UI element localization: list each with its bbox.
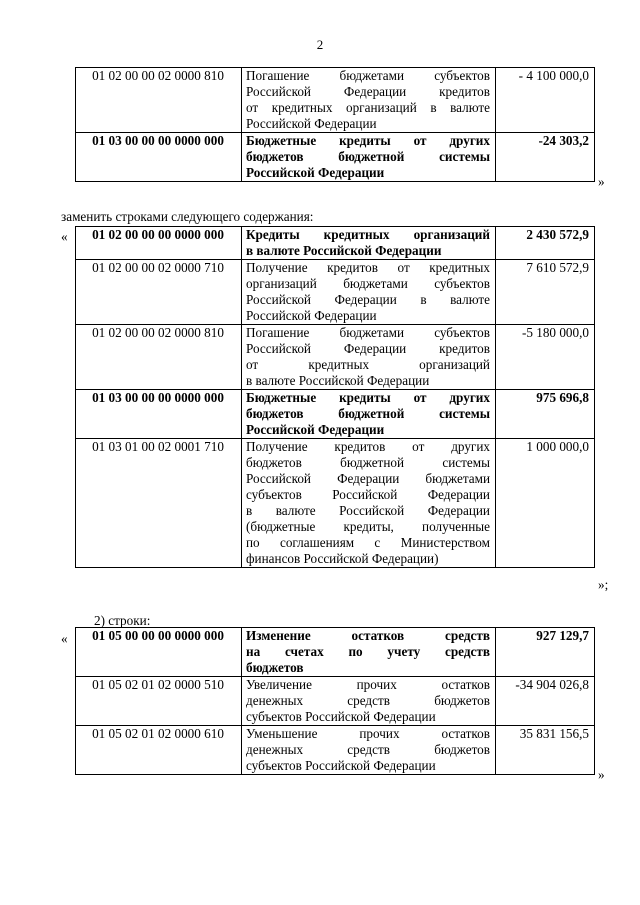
description-line: Российской Федерации <box>246 422 385 437</box>
row-description <box>242 325 496 390</box>
description-line: денежных средств бюджетов <box>246 693 490 708</box>
description-line: Получение кредитов от других <box>246 439 490 454</box>
description-line: Российской Федерации <box>246 308 377 323</box>
open-quote-3: « <box>61 631 68 646</box>
row-description <box>242 390 496 439</box>
description-line: в валюте Российской Федерации <box>246 243 442 258</box>
budget-table-3 <box>75 627 595 775</box>
table-row <box>76 439 595 568</box>
row-description <box>242 439 496 568</box>
amount-value: 975 696,8 <box>496 390 595 439</box>
table-row <box>76 390 595 439</box>
description-line: Изменение остатков средств <box>246 628 490 643</box>
description-line: бюджетов бюджетной системы <box>246 149 490 164</box>
description-line: Погашение бюджетами субъектов <box>246 325 490 340</box>
amount-value: 927 129,7 <box>496 628 595 677</box>
amount-value: -24 303,2 <box>496 133 595 182</box>
description-line: бюджетов бюджетной системы <box>246 455 490 470</box>
amount-value: 1 000 000,0 <box>496 439 595 568</box>
description-line: субъектов Российской Федерации <box>246 758 436 773</box>
description-line: Российской Федерации в валюте <box>246 292 490 307</box>
amount-value: 2 430 572,9 <box>496 227 595 260</box>
row-description <box>242 726 496 775</box>
amount-value: 35 831 156,5 <box>496 726 595 775</box>
description-line: Российской Федерации кредитов <box>246 84 490 99</box>
description-line: денежных средств бюджетов <box>246 742 490 757</box>
description-line: Бюджетные кредиты от других <box>246 390 490 405</box>
table-row <box>76 68 595 133</box>
description-line: в валюте Российской Федерации <box>246 503 490 518</box>
description-line: субъектов Российской Федерации <box>246 709 436 724</box>
budget-code: 01 02 00 00 02 0000 810 <box>76 68 242 133</box>
row-description <box>242 677 496 726</box>
budget-code: 01 05 02 01 02 0000 510 <box>76 677 242 726</box>
description-line: Кредиты кредитных организаций <box>246 227 490 242</box>
table-row <box>76 260 595 325</box>
amount-value: - 4 100 000,0 <box>496 68 595 133</box>
table-row <box>76 227 595 260</box>
description-line: бюджетов бюджетной системы <box>246 406 490 421</box>
row-description <box>242 133 496 182</box>
close-quote-1: » <box>598 174 605 189</box>
row-description <box>242 68 496 133</box>
description-line: финансов Российской Федерации) <box>246 551 439 566</box>
budget-table-1 <box>75 67 595 182</box>
close-quote-2: »; <box>598 577 609 592</box>
row-description <box>242 628 496 677</box>
table-row <box>76 726 595 775</box>
description-line: Погашение бюджетами субъектов <box>246 68 490 83</box>
table-row <box>76 133 595 182</box>
description-line: Бюджетные кредиты от других <box>246 133 490 148</box>
open-quote-2: « <box>61 229 68 244</box>
description-line: Получение кредитов от кредитных <box>246 260 490 275</box>
description-line: от кредитных организаций <box>246 357 490 372</box>
description-line: (бюджетные кредиты, полученные <box>246 519 490 534</box>
description-line: Российской Федерации <box>246 116 377 131</box>
budget-code: 01 05 00 00 00 0000 000 <box>76 628 242 677</box>
amount-value: -5 180 000,0 <box>496 325 595 390</box>
amount-value: 7 610 572,9 <box>496 260 595 325</box>
budget-code: 01 05 02 01 02 0000 610 <box>76 726 242 775</box>
table-row <box>76 677 595 726</box>
budget-code: 01 02 00 00 00 0000 000 <box>76 227 242 260</box>
budget-table-2 <box>75 226 595 568</box>
description-line: Российской Федерации бюджетами <box>246 471 490 486</box>
close-quote-3: » <box>598 767 605 782</box>
description-line: на счетах по учету средств <box>246 644 490 659</box>
description-line: Увеличение прочих остатков <box>246 677 490 692</box>
description-line: бюджетов <box>246 660 304 675</box>
budget-code: 01 02 00 00 02 0000 810 <box>76 325 242 390</box>
row-description <box>242 260 496 325</box>
table-row <box>76 325 595 390</box>
description-line: от кредитных организаций в валюте <box>246 100 490 115</box>
description-line: Российской Федерации кредитов <box>246 341 490 356</box>
budget-code: 01 03 01 00 02 0001 710 <box>76 439 242 568</box>
description-line: Российской Федерации <box>246 165 385 180</box>
budget-code: 01 03 00 00 00 0000 000 <box>76 133 242 182</box>
budget-code: 01 02 00 00 02 0000 710 <box>76 260 242 325</box>
amount-value: -34 904 026,8 <box>496 677 595 726</box>
description-line: Уменьшение прочих остатков <box>246 726 490 741</box>
table-row <box>76 628 595 677</box>
page-number: 2 <box>316 37 324 52</box>
description-line: по соглашениям с Министерством <box>246 535 490 550</box>
description-line: организаций бюджетами субъектов <box>246 276 490 291</box>
row-description <box>242 227 496 260</box>
description-line: субъектов Российской Федерации <box>246 487 490 502</box>
description-line: в валюте Российской Федерации <box>246 373 430 388</box>
budget-code: 01 03 00 00 00 0000 000 <box>76 390 242 439</box>
section-2-label: 2) строки: <box>94 613 151 628</box>
replace-text: заменить строками следующего содержания: <box>61 209 314 224</box>
